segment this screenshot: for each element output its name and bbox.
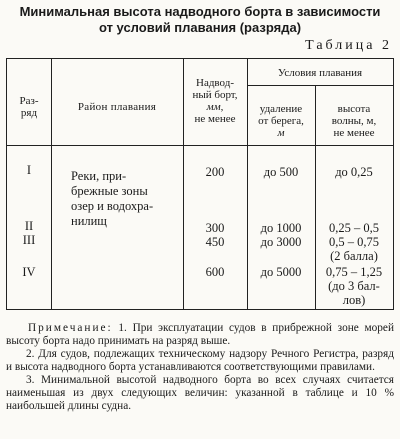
header-text: от берега, <box>258 115 304 127</box>
header-text: не менее <box>194 113 236 125</box>
row-distance: до 500 <box>263 165 299 179</box>
row-area <box>71 169 175 229</box>
row-distance: до 1000 <box>260 221 302 235</box>
column-divider <box>51 59 52 309</box>
wave-line: (до 3 бал- <box>328 279 380 293</box>
area-line: Реки, при- <box>71 169 127 183</box>
row-wave: до 0,25 <box>335 165 373 179</box>
wave-line: 0,5 – 0,75 <box>329 235 379 249</box>
header-text: Надвод- <box>196 77 234 89</box>
row-wave <box>315 235 393 263</box>
wave-line: 0,75 – 1,25 <box>325 265 383 279</box>
header-text: мм, <box>206 101 224 113</box>
header-text: ный борт, <box>192 89 238 101</box>
note-1-text: 1. При эксплуатации судов в прибрежной зоне морей высоту борта надо принимать на разряд выше. <box>6 322 394 347</box>
area-line: озер и водохра- <box>71 199 154 213</box>
header-bottom-line <box>7 145 393 146</box>
row-freeboard: 600 <box>205 265 225 279</box>
row-wave: 0,25 – 0,5 <box>329 221 379 235</box>
row-category: I <box>26 163 32 177</box>
table-number-label: Таблица 2 <box>305 38 392 53</box>
row-freeboard: 450 <box>205 235 225 249</box>
table-title <box>0 4 400 36</box>
area-line: нилищ <box>71 214 107 228</box>
notes-label: Примечание: <box>28 322 113 334</box>
header-text: не менее <box>333 127 375 139</box>
note-1 <box>6 322 394 348</box>
header-freeboard <box>183 77 247 125</box>
row-distance: до 5000 <box>260 265 302 279</box>
row-category: II <box>24 219 34 233</box>
note-2: 2. Для судов, подлежащих техническому надзору Речного Регистра, разряд и высота надводного борта устанавливаются соответствующими правилами. <box>6 348 394 373</box>
area-line: брежные зоны <box>71 184 148 198</box>
header-area: Район плавания <box>77 101 157 113</box>
title-line-1: Минимальная высота надводного борта в зависимости <box>19 4 381 19</box>
header-divider <box>247 85 393 86</box>
header-wave <box>315 103 393 139</box>
row-category: IV <box>22 265 36 279</box>
header-text: ряд <box>20 107 38 119</box>
row-freeboard: 200 <box>205 165 225 179</box>
title-line-2: от условий плавания (разряда) <box>98 20 302 35</box>
header-conditions: Условия плавания <box>277 67 363 79</box>
freeboard-table <box>6 58 394 310</box>
header-text: удаление <box>259 103 303 115</box>
row-category: III <box>22 233 36 247</box>
header-text: м <box>277 127 285 139</box>
table-notes <box>6 322 394 413</box>
row-freeboard: 300 <box>205 221 225 235</box>
header-text: волны, м, <box>331 115 377 127</box>
header-text: высота <box>337 103 371 115</box>
wave-line: (2 балла) <box>330 249 378 263</box>
row-distance: до 3000 <box>260 235 302 249</box>
header-category <box>7 95 51 119</box>
wave-line: лов) <box>342 293 366 307</box>
note-3: 3. Минимальной высотой надводного борта во всех случаях считается наименьшая из двух следующих величин: указанной в таблице и 10 % наибольшей длины судна. <box>6 374 394 412</box>
header-distance <box>247 103 315 139</box>
header-text: Раз- <box>19 95 39 107</box>
row-wave <box>315 265 393 307</box>
